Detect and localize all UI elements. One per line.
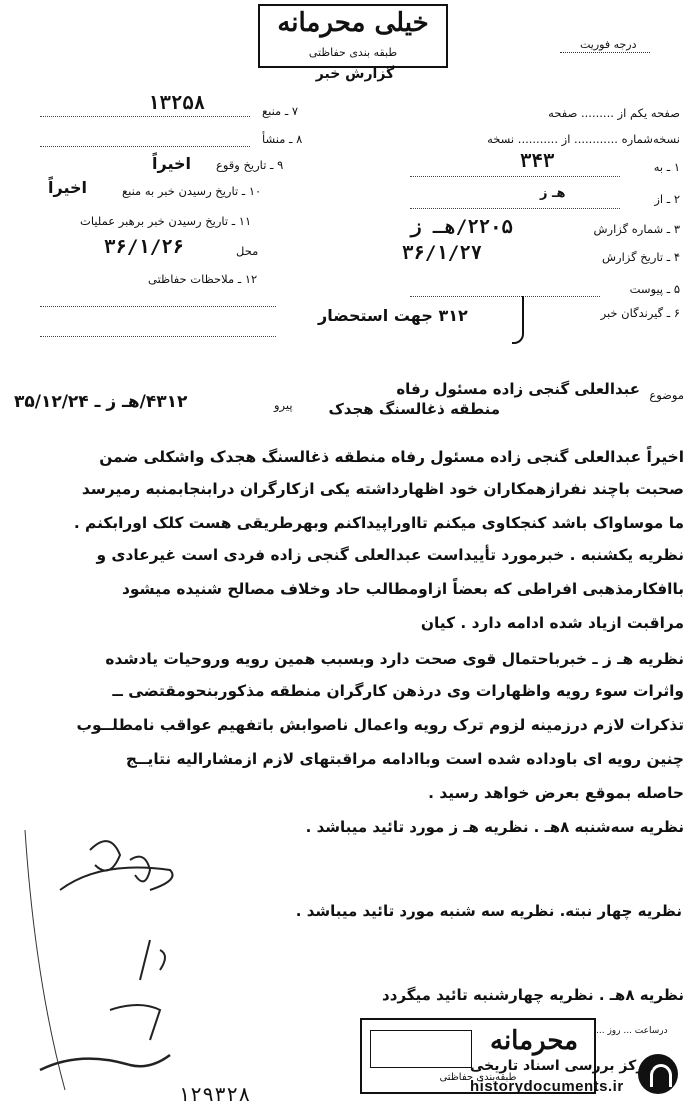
- priority-line: [560, 52, 650, 53]
- priority-label: درجه فوریت: [580, 38, 637, 51]
- field-line: [410, 296, 600, 297]
- report-number-label: ۳ ـ شماره گزارش: [593, 222, 680, 236]
- body-line: حاصله بموقع بعرض خواهد رسید .: [428, 784, 684, 802]
- field-from-value: هـ ز: [540, 186, 566, 201]
- body-line: چنین رویه ای باوداده شده است وباادامه مراقبتهای لازم ازمشارالیه نتایــج: [125, 750, 684, 768]
- receivers-label: ۶ ـ گیرندگان خبر: [600, 306, 680, 320]
- stamp-subtitle: طبقه بندی حفاظتی: [308, 46, 398, 59]
- source-value: ۱۳۲۵۸: [148, 92, 206, 114]
- occurrence-date-value: اخیراً: [152, 154, 191, 173]
- security-notes-label: ۱۲ ـ ملاحظات حفاظتی: [148, 272, 258, 286]
- subject-line-2: منطقه ذغالسنگ هجدک: [328, 400, 500, 418]
- reference-label: پیرو: [274, 398, 293, 412]
- body-line: تذکرات لازم درزمینه لزوم ترک رویه واعمال ناصوابش باتفهیم عواقب نامطلــوب: [76, 716, 684, 734]
- subject-line-1: عبدالعلی گنجی زاده مسئول رفاه: [396, 380, 640, 398]
- body-line: اخیراً عبدالعلی گنجی زاده مسئول رفاه منطقه ذغالسنگ هجدک واشکلی ضمن: [99, 448, 684, 466]
- receivers-value: ۳۱۲ جهت استحضار: [318, 306, 468, 325]
- reference-value: ۴۳۱۲/هـ ز ـ ۳۵/۱۲/۲۴: [14, 392, 188, 412]
- field-line: [40, 146, 250, 147]
- archive-number: ۱۲۹۳۲۸: [178, 1082, 251, 1106]
- place-label: محل: [236, 244, 259, 258]
- body-line: نظریه یکشنبه . خبرمورد تأییداست عبدالعلی گنجی زاده فردی است غیرعادی و: [96, 546, 684, 564]
- watermark-url[interactable]: historydocuments.ir: [470, 1078, 624, 1095]
- field-to-value: ۳۴۳: [520, 150, 555, 172]
- note-tuesday: نظریه سه‌شنبه ۸هـ . نظریه هـ ز مورد تائید میباشد .: [305, 818, 684, 836]
- occurrence-date-label: ۹ ـ تاریخ وقوع: [216, 158, 284, 172]
- page-count: صفحه یکم از ......... صفحه: [548, 106, 680, 120]
- field-line: [410, 208, 620, 209]
- note-final: نظریه ۸هـ . نظریه چهارشنبه تائید میگردد: [382, 986, 684, 1004]
- bottom-stamp-side-text: درساعت ... روز ...: [596, 1026, 668, 1036]
- note-wednesday: نظریه چهار نبته. نظریه سه شنبه مورد تائید میباشد .: [295, 902, 682, 920]
- watermark-text: مرکز بررسی اسناد تاریخی: [470, 1058, 654, 1074]
- source-label: ۷ ـ منبع: [262, 104, 299, 118]
- body-line: ما موساواک باشد کنجکاوی میکنم تااوراپیداکنم وبهرطریقی هست کلک اورابکنم .: [73, 514, 684, 532]
- report-date-label: ۴ ـ تاریخ گزارش: [601, 250, 680, 264]
- body-line: صحبت باچند نفرازهمکاران خود اظهارداشته یکی ازکارگران درابنجابمنبه رمیرسد: [81, 480, 684, 498]
- ops-received-label: ۱۱ ـ تاریخ رسیدن خبر برهبر عملیات: [80, 214, 252, 228]
- body-line: نظریه هـ ز ـ خبرباحتمال قوی صحت دارد وبسبب همین رویه وروحیات یادشده: [105, 650, 684, 668]
- source-received-value: اخیراً: [48, 178, 87, 197]
- field-line: [40, 336, 276, 337]
- body-line: مراقبت ازیاد شده ادامه دارد . کیان: [420, 614, 684, 632]
- stamp-title: خیلی محرمانه: [277, 8, 429, 38]
- bottom-stamp-title: محرمانه: [490, 1026, 579, 1056]
- report-number-value: ۲۲۰۵/هـ ز: [410, 216, 513, 238]
- subject-label: موضوع: [649, 388, 684, 402]
- handwritten-annotation: [20, 820, 220, 1100]
- body-line: واثرات سوء رویه واظهارات وی درذهن کارگران منطقه مذکوربنحومقتضی ــ: [112, 682, 684, 700]
- field-to-label: ۱ ـ به: [653, 160, 680, 174]
- body-line: باافکارمذهبی افراطی که بعضاً ازاومطالب حاد وخلاف مصالح شنیده میشود: [121, 580, 684, 598]
- stamp-inner-box: [370, 1030, 472, 1068]
- ops-received-value: ۳۶/۱/۲۶: [104, 236, 185, 258]
- attachment-label: ۵ ـ پیوست: [629, 282, 680, 296]
- source-received-label: ۱۰ ـ تاریخ رسیدن خبر به منبع: [122, 184, 262, 198]
- classification-stamp: [258, 4, 448, 68]
- field-line: [410, 176, 620, 177]
- field-line: [40, 116, 250, 117]
- bottom-stamp-subtitle: طبقه‌بندی حفاظتی: [439, 1072, 517, 1083]
- field-from-label: ۲ ـ از: [654, 192, 680, 206]
- handwritten-bracket: [512, 296, 524, 344]
- report-date-value: ۳۶/۱/۲۷: [402, 242, 483, 264]
- report-title: گزارش خبر: [315, 66, 395, 82]
- field-line: [40, 306, 276, 307]
- origin-label: ۸ ـ منشأ: [262, 132, 303, 146]
- copy-number: نسخه‌شماره ............ از ........... نسخه: [487, 132, 680, 146]
